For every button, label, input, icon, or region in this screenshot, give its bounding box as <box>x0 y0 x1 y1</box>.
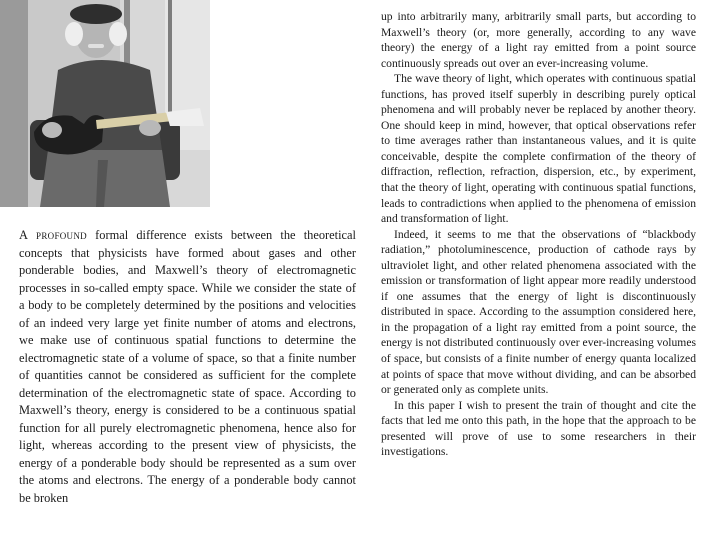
right-column <box>381 9 696 460</box>
right-paragraph-4: In this paper I wish to present the train of thought and cite the facts that led me onto this path, in the hope that the approach to be presented will prove of use to some researchers in their investigations. <box>381 398 696 459</box>
guitar-photo-illustration <box>0 0 210 207</box>
guitar-photo <box>0 0 210 207</box>
right-paragraph-3: Indeed, it seems to me that the observations of “blackbody radiation,” photoluminescence, production of cathode rays by ultraviolet light, and other related phenomena associated with the emission or transformation of light appear more readily understood if one assumes that the energy of light is discontinuously distributed in space. According to the assumption considered here, in the propagation of a light ray emitted from a point source, the energy is not distributed continuously over ever-increasing volumes of space, but consists of a finite number of energy quanta localized at points of space that move without dividing, and can be absorbed or generated only as complete units. <box>381 227 696 397</box>
lead-in-smallcaps: A profound <box>19 228 87 242</box>
left-paragraph <box>19 227 356 507</box>
left-column <box>19 227 356 507</box>
left-paragraph-text: formal difference exists between the theoretical concepts that physicists have formed about gases and other ponderable bodies, and Maxwell’s theory of electromagnetic processes in so-called empty space. While we consider the state of a body to be completely determined by the positions and velocities of an indeed very large yet finite number of atoms and electrons, we make use of continuous spatial functions to determine the electromagnetic state of a volume of space, so that a finite number of quantities cannot be considered as sufficient for the complete determination of the electromagnetic state of space. According to Maxwell’s theory, energy is considered to be a continuous spatial function for all purely electromagnetic phenomena, hence also for light, whereas according to the present view of physicists, the energy of a ponderable body should be represented as a sum over the atoms and electrons. The energy of a ponderable body cannot be broken <box>19 228 357 505</box>
right-paragraph-1: up into arbitrarily many, arbitrarily small parts, but according to Maxwell’s theory (or, more generally, according to any wave theory) the energy of a light ray emitted from a point source continuously spreads out over an ever-increasing volume. <box>381 10 696 70</box>
right-paragraph-2: The wave theory of light, which operates with continuous spatial functions, has proved itself superbly in describing purely optical phenomena and will probably never be replaced by another theory. One should keep in mind, however, that optical observations refer to time averages rather than instantaneous values, and it is quite conceivable, despite the complete confirmation of the theory of diffraction, reflection, refraction, dispersion, etc., by experiment, that the theory of light, operating with continuous spatial functions, leads to contradictions when applied to the phenomena of emission and transformation of light. <box>381 72 696 226</box>
